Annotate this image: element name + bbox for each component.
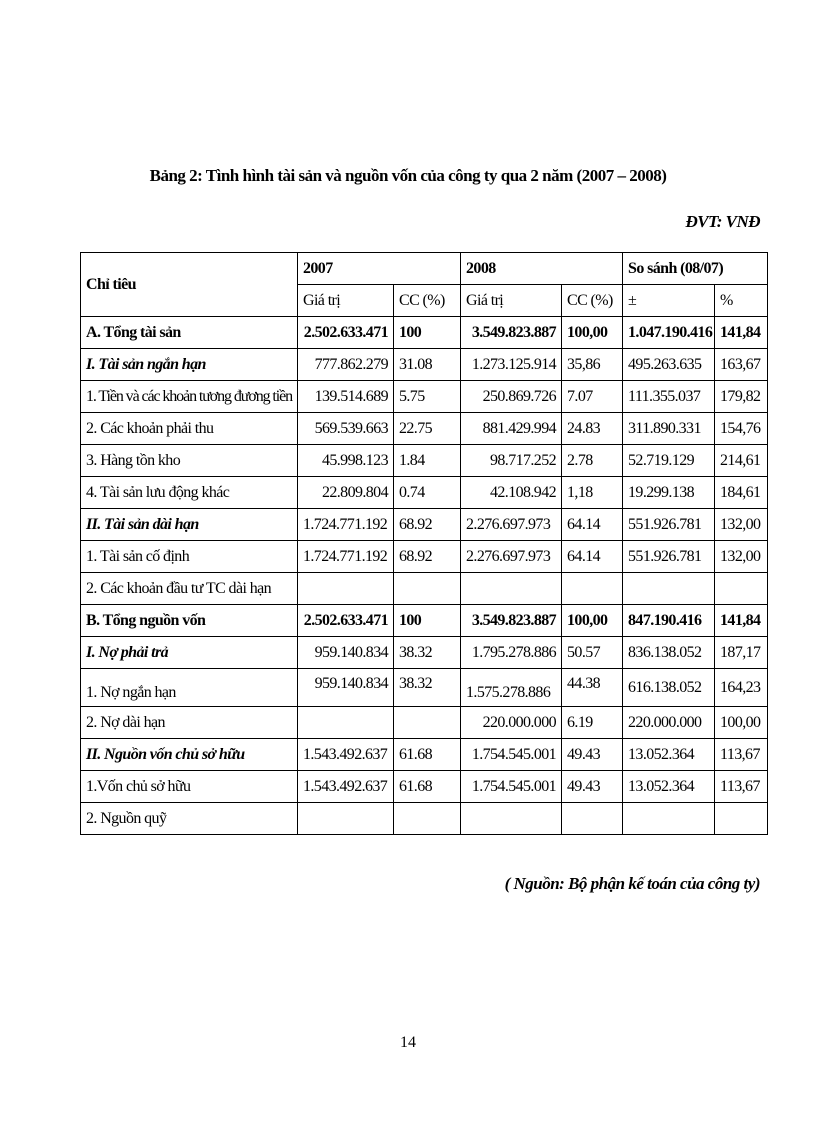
table-row: 2. Các khoản phải thu 569.539.663 22.75 881.429.994 24.83 311.890.331 154,76 <box>81 413 768 445</box>
table-row: I. Nợ phải trả 959.140.834 38.32 1.795.278.886 50.57 836.138.052 187,17 <box>81 637 768 669</box>
table-row: 2. Các khoản đầu tư TC dài hạn <box>81 573 768 605</box>
asset-capital-table <box>80 252 768 835</box>
currency-unit: ĐVT: VNĐ <box>685 212 760 231</box>
table-row: B. Tổng nguồn vốn 2.502.633.471 100 3.549.823.887 100,00 847.190.416 141,84 <box>81 605 768 637</box>
table-row: 1.Vốn chủ sở hữu 1.543.492.637 61.68 1.754.545.001 49.43 13.052.364 113,67 <box>81 771 768 803</box>
table-row: 4. Tài sản lưu động khác 22.809.804 0.74 42.108.942 1,18 19.299.138 184,61 <box>81 477 768 509</box>
table-row: A. Tổng tài sản 2.502.633.471 100 3.549.823.887 100,00 1.047.190.416 141,84 <box>81 317 768 349</box>
source-note: ( Nguồn: Bộ phận kế toán của công ty) <box>504 874 760 893</box>
table-title: Bảng 2: Tình hình tài sản và nguồn vốn của công ty qua 2 năm (2007 – 2008) <box>149 166 667 185</box>
table-row: 1. Tiền và các khoản tương đương tiền 139.514.689 5.75 250.869.726 7.07 111.355.037 179,82 <box>81 381 768 413</box>
table-row: 3. Hàng tồn kho 45.998.123 1.84 98.717.252 2.78 52.719.129 214,61 <box>81 445 768 477</box>
header-difference: ± <box>623 285 715 317</box>
page-number: 14 <box>400 1034 416 1051</box>
header-value-2008: Giá trị <box>461 285 562 317</box>
header-year-2007: 2007 <box>298 253 461 285</box>
header-comparison: So sánh (08/07) <box>623 253 768 285</box>
table-row: 1. Nợ ngắn hạn 959.140.834 38.32 1.575.278.886 44.38 616.138.052 164,23 <box>81 669 768 707</box>
table-row: 2. Nguồn quỹ <box>81 803 768 835</box>
header-value-2007: Giá trị <box>298 285 394 317</box>
header-share-2008: CC (%) <box>562 285 623 317</box>
header-percent: % <box>715 285 768 317</box>
table-row: I. Tài sản ngắn hạn 777.862.279 31.08 1.273.125.914 35,86 495.263.635 163,67 <box>81 349 768 381</box>
table-row: II. Nguồn vốn chủ sở hữu 1.543.492.637 61.68 1.754.545.001 49.43 13.052.364 113,67 <box>81 739 768 771</box>
table-row: II. Tài sản dài hạn 1.724.771.192 68.92 2.276.697.973 64.14 551.926.781 132,00 <box>81 509 768 541</box>
header-indicator: Chỉ tiêu <box>81 253 298 317</box>
header-year-2008: 2008 <box>461 253 623 285</box>
table-row: 1. Tài sản cố định 1.724.771.192 68.92 2.276.697.973 64.14 551.926.781 132,00 <box>81 541 768 573</box>
header-share-2007: CC (%) <box>394 285 461 317</box>
table-row: 2. Nợ dài hạn 220.000.000 6.19 220.000.000 100,00 <box>81 707 768 739</box>
